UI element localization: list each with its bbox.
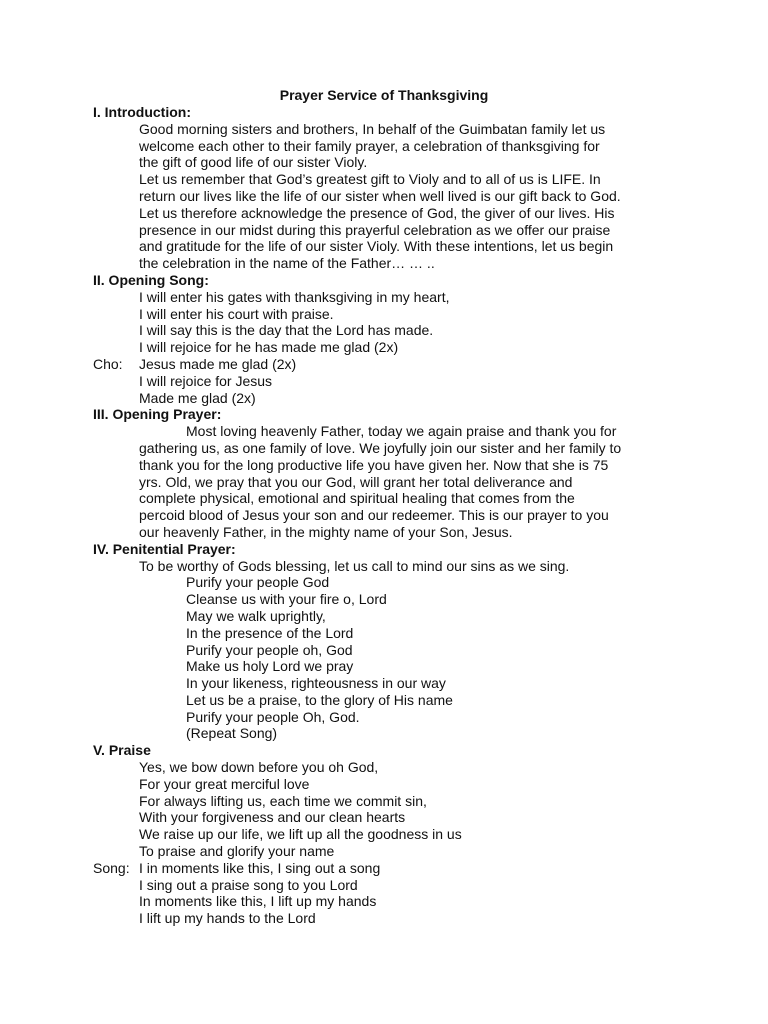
section-opening-song	[93, 272, 693, 406]
paragraph-line: complete physical, emotional and spiritual healing that comes from the	[139, 490, 575, 507]
song-line: Purify your people Oh, God.	[186, 708, 360, 725]
section-praise	[93, 742, 693, 927]
song-line: I will enter his gates with thanksgiving in my heart,	[139, 288, 450, 305]
song-line: May we walk uprightly,	[186, 607, 326, 624]
section-heading: II. Opening Song:	[93, 271, 209, 288]
song-block	[93, 860, 693, 877]
paragraph-line: the celebration in the name of the Father… … ..	[139, 255, 435, 272]
paragraph-line: our heavenly Father, in the mighty name of your Son, Jesus.	[139, 523, 513, 540]
paragraph-line: We raise up our life, we lift up all the goodness in us	[139, 826, 462, 843]
page-title: Prayer Service of Thanksgiving	[279, 87, 489, 103]
paragraph-line: return our lives like the life of our sister when well lived is our gift back to God.	[139, 187, 621, 204]
song-label: Song:	[93, 859, 130, 876]
paragraph-line: Let us remember that God’s greatest gift to Violy and to all of us is LIFE. In	[139, 171, 601, 188]
paragraph-line: and gratitude for the life of our sister Violy. With these intentions, let us begin	[139, 238, 614, 255]
song-line: In moments like this, I lift up my hands	[139, 893, 377, 910]
song-line: Purify your people God	[186, 574, 330, 591]
section-introduction	[93, 104, 693, 272]
paragraph-line: percoid blood of Jesus your son and our redeemer. This is our prayer to you	[139, 507, 609, 524]
section-penitential-prayer	[93, 541, 693, 743]
song-line: In the presence of the Lord	[186, 624, 354, 641]
paragraph-line: Good morning sisters and brothers, In behalf of the Guimbatan family let us	[139, 120, 606, 137]
chorus-line: I will rejoice for Jesus	[139, 372, 273, 389]
song-line: I sing out a praise song to you Lord	[139, 876, 358, 893]
document-body	[93, 104, 693, 927]
paragraph-line: yrs. Old, we pray that you our God, will grant her total deliverance and	[139, 473, 573, 490]
paragraph-line: thank you for the long productive life you have given her. Now that she is 75	[139, 456, 609, 473]
song-line: In your likeness, righteousness in our way	[186, 675, 446, 692]
section-opening-prayer	[93, 406, 693, 540]
paragraph-line: the gift of good life of our sister Violy.	[139, 154, 368, 171]
chorus-label: Cho:	[93, 355, 123, 372]
paragraph-line: To praise and glorify your name	[139, 843, 335, 860]
paragraph-line: Most loving heavenly Father, today we again praise and thank you for	[186, 423, 617, 440]
paragraph-line: presence in our midst during this prayerful celebration as we offer our praise	[139, 221, 611, 238]
song-line: (Repeat Song)	[186, 725, 278, 742]
chorus-line: Jesus made me glad (2x)	[139, 355, 297, 372]
chorus-line: Made me glad (2x)	[139, 389, 256, 406]
chorus-block	[93, 356, 693, 373]
song-line: Make us holy Lord we pray	[186, 658, 354, 675]
song-line: Purify your people oh, God	[186, 641, 353, 658]
paragraph-line: With your forgiveness and our clean hearts	[139, 809, 406, 826]
song-line: I lift up my hands to the Lord	[139, 910, 316, 927]
song-line: Let us be a praise, to the glory of His name	[186, 691, 453, 708]
song-line: I will rejoice for he has made me glad (2x)	[139, 339, 399, 356]
paragraph-line: Yes, we bow down before you oh God,	[139, 759, 379, 776]
paragraph-line: gathering us, as one family of love. We joyfully join our sister and her family to	[139, 439, 622, 456]
section-heading: I. Introduction:	[93, 104, 191, 120]
paragraph-line: To be worthy of Gods blessing, let us call to mind our sins as we sing.	[139, 557, 570, 574]
paragraph-line: For your great merciful love	[139, 775, 310, 792]
paragraph-line: Let us therefore acknowledge the presence of God, the giver of our lives. His	[139, 204, 615, 221]
song-line: I will say this is the day that the Lord has made.	[139, 322, 434, 339]
section-heading: III. Opening Prayer:	[93, 406, 222, 423]
section-heading: IV. Penitential Prayer:	[93, 540, 236, 557]
song-line: Cleanse us with your fire o, Lord	[186, 591, 387, 608]
song-line: I in moments like this, I sing out a song	[139, 859, 381, 876]
paragraph-line: For always lifting us, each time we commit sin,	[139, 792, 427, 809]
paragraph-line: welcome each other to their family prayer, a celebration of thanksgiving for	[139, 137, 600, 154]
song-line: I will enter his court with praise.	[139, 305, 334, 322]
section-heading: V. Praise	[93, 742, 151, 759]
